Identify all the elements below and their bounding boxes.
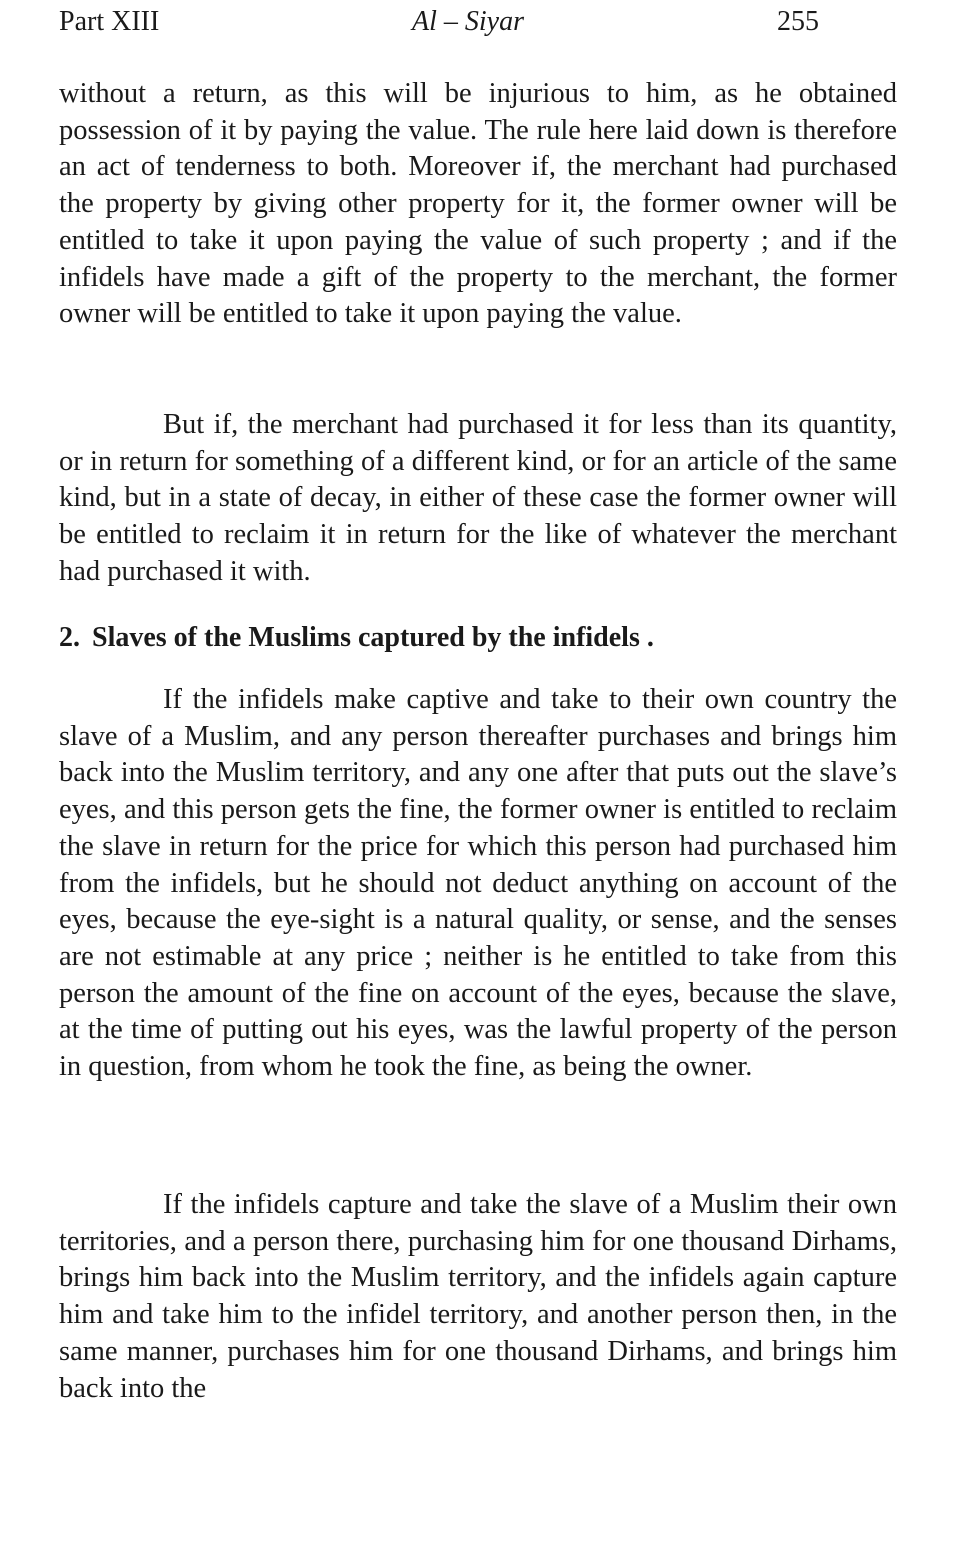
- page-number: 255: [777, 6, 819, 37]
- document-page: [59, 0, 897, 1404]
- paragraph-3: If the infidels make captive and take to their own country the slave of a Muslim, and any person thereafter purchases and brings him back into the Muslim territory, and any one after that puts out the slave’s eyes, and this person gets the fine, the former owner is entitled to reclaim the slave in return for the price for which this person had purchased him from the infidels, but he should not deduct anything on account of the eyes, because the eye-sight is a natural quality, or sense, and the senses are not estimable at any price ; neither is he entitled to take from this person the amount of the fine on account of the eyes, because the slave, at the time of putting out his eyes, was the lawful property of the person in question, from whom he took the fine, as being the owner.: [59, 684, 897, 1083]
- section-heading: [59, 620, 897, 656]
- paragraph-1: without a return, as this will be injurious to him, as he obtained possession of it by paying the value. The rule here laid down is therefore an act of tenderness to both. Moreover if, the merchant had purchased the property by giving other property for it, the former owner will be entitled to take it upon paying the value of such property ; and if the infidels have made a gift of the property to the merchant, the former owner will be entitled to take it upon paying the value.: [59, 78, 897, 330]
- paragraph-2: But if, the merchant had purchased it for less than its quantity, or in return for something of a different kind, or for an article of the same kind, but in a state of decay, in either of these case the former owner will be entitled to reclaim it in return for the like of whatever the merchant had purchased it with.: [59, 409, 897, 587]
- paragraph-4: If the infidels capture and take the slave of a Muslim their own territories, and a person there, purchasing him for one thousand Dirhams, brings him back into the Muslim territory, and the infidels again capture him and take him to the infidel territory, and another person then, in the same manner, purchases him for one thousand Dirhams, and brings him back into the: [59, 1189, 897, 1404]
- part-label: Part XIII: [59, 6, 160, 37]
- book-title: Al – Siyar: [412, 6, 524, 37]
- section-title: Slaves of the Muslims captured by the infidels .: [92, 622, 654, 653]
- section-number: 2.: [59, 622, 80, 653]
- running-header: [59, 4, 897, 44]
